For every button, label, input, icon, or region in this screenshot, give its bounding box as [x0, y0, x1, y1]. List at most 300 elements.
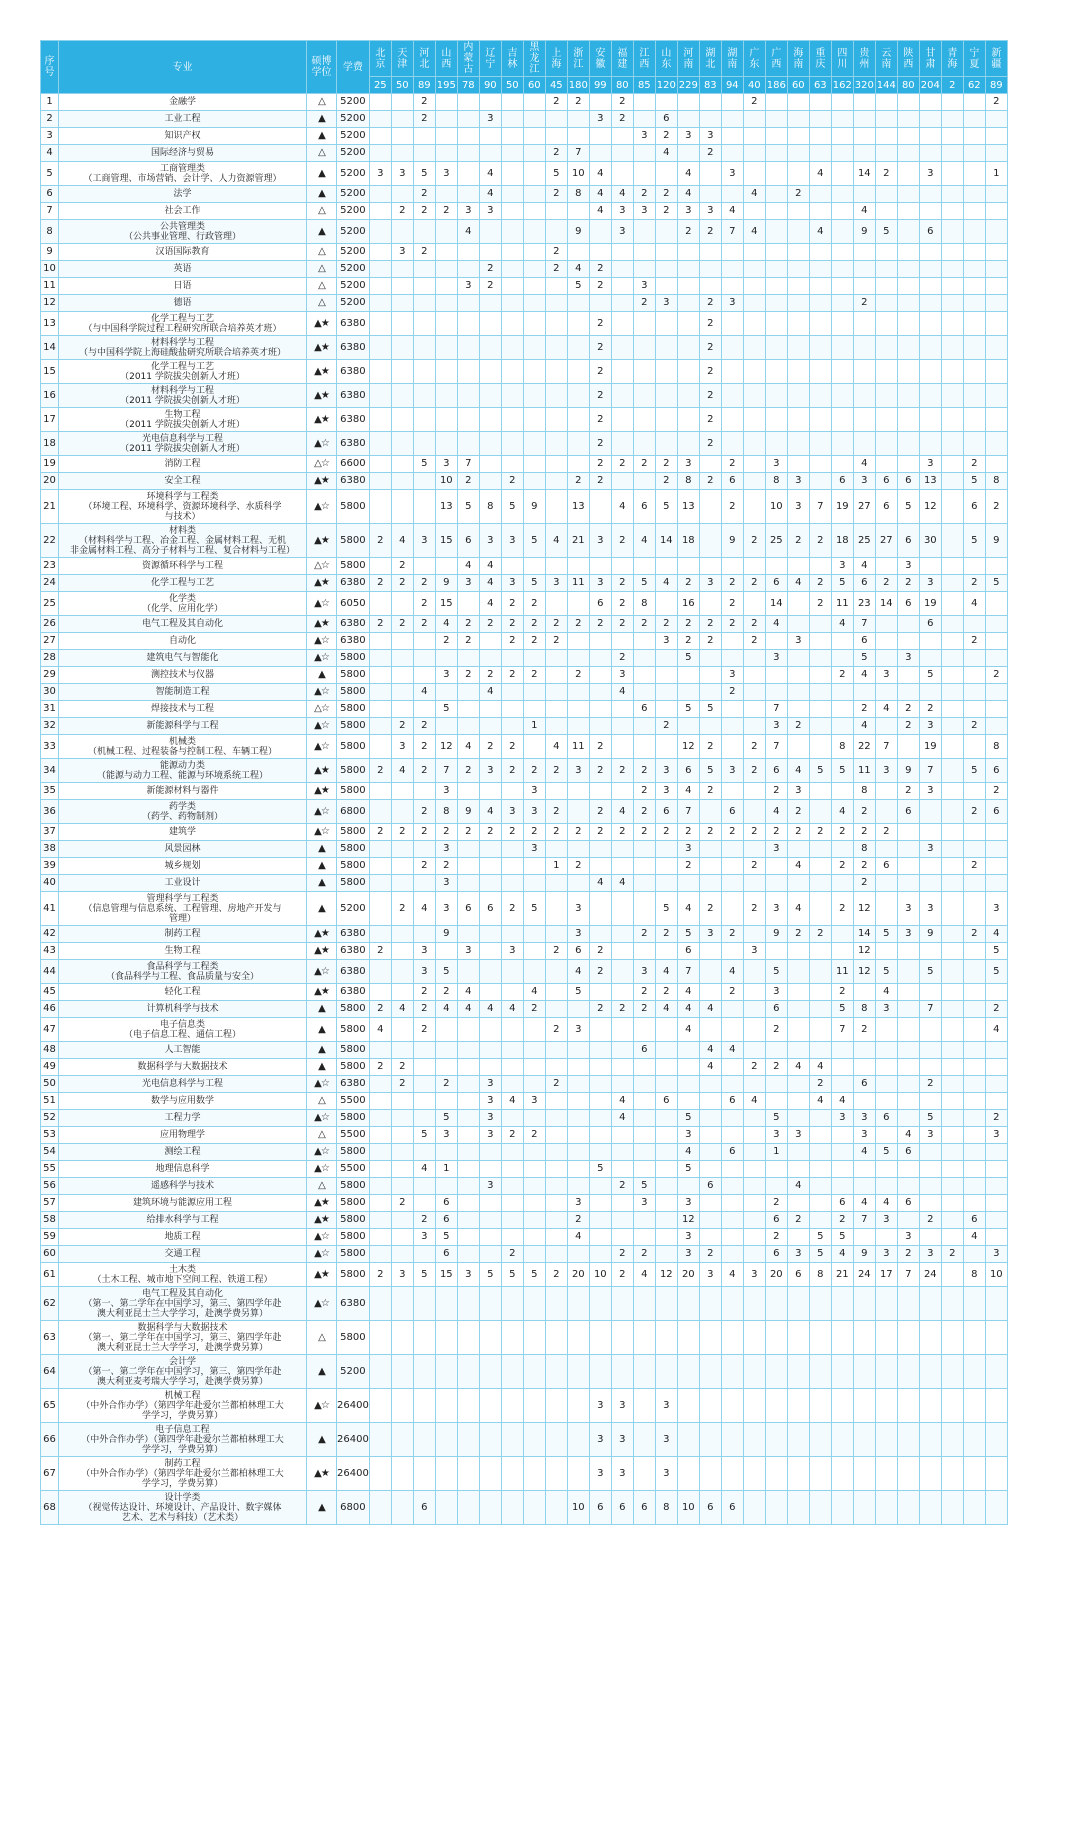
cell-quota — [523, 1423, 545, 1457]
cell-quota: 3 — [721, 162, 743, 186]
cell-quota: 2 — [435, 984, 457, 1001]
cell-quota: 2 — [699, 892, 721, 926]
cell-quota: 5 — [677, 650, 699, 667]
cell-quota — [611, 278, 633, 295]
cell-quota — [369, 111, 391, 128]
cell-quota: 13 — [435, 490, 457, 524]
cell-degree: ▲★ — [307, 524, 337, 558]
major-line: （药学、药物制剂） — [141, 811, 223, 822]
cell-quota: 5 — [413, 456, 435, 473]
cell-quota: 3 — [545, 575, 567, 592]
cell-quota — [831, 220, 853, 244]
cell-quota — [501, 261, 523, 278]
cell-quota: 3 — [787, 633, 809, 650]
cell-major — [59, 490, 307, 524]
cell-quota — [567, 841, 589, 858]
cell-quota — [985, 384, 1007, 408]
cell-quota — [963, 432, 985, 456]
cell-quota: 2 — [589, 616, 611, 633]
cell-quota: 2 — [765, 1018, 787, 1042]
cell-quota — [523, 473, 545, 490]
cell-quota — [391, 1423, 413, 1457]
header-province-name — [765, 41, 787, 77]
cell-quota — [413, 432, 435, 456]
cell-fee: 5800 — [337, 701, 370, 718]
cell-quota: 3 — [787, 1246, 809, 1263]
cell-quota — [545, 490, 567, 524]
header-province-quota: 80 — [611, 77, 633, 94]
cell-quota — [831, 162, 853, 186]
cell-fee: 6380 — [337, 312, 370, 336]
cell-quota — [369, 1195, 391, 1212]
cell-quota: 19 — [831, 490, 853, 524]
cell-quota: 2 — [743, 735, 765, 759]
cell-quota — [479, 384, 501, 408]
cell-quota — [941, 592, 963, 616]
cell-quota — [963, 960, 985, 984]
cell-quota — [919, 984, 941, 1001]
cell-quota — [941, 943, 963, 960]
cell-quota — [831, 94, 853, 111]
cell-quota — [787, 1076, 809, 1093]
cell-quota — [941, 1059, 963, 1076]
cell-quota — [457, 701, 479, 718]
cell-quota: 3 — [589, 1389, 611, 1423]
major-line: 非金属材料工程、高分子材料与工程、复合材料与工程） — [69, 545, 295, 556]
cell-fee: 6380 — [337, 984, 370, 1001]
cell-quota — [677, 1321, 699, 1355]
cell-quota — [589, 1321, 611, 1355]
table-row — [41, 1161, 1008, 1178]
cell-quota: 3 — [765, 718, 787, 735]
cell-quota — [809, 558, 831, 575]
cell-seq: 7 — [41, 203, 59, 220]
cell-quota — [523, 384, 545, 408]
cell-quota: 4 — [809, 162, 831, 186]
cell-quota — [369, 261, 391, 278]
cell-quota: 4 — [523, 984, 545, 1001]
cell-quota — [809, 94, 831, 111]
cell-quota — [985, 244, 1007, 261]
cell-quota — [545, 701, 567, 718]
cell-quota: 3 — [787, 1127, 809, 1144]
cell-degree: ▲ — [307, 186, 337, 203]
cell-quota: 13 — [567, 490, 589, 524]
cell-quota — [699, 841, 721, 858]
cell-quota — [633, 735, 655, 759]
cell-quota — [721, 1423, 743, 1457]
cell-quota — [831, 1127, 853, 1144]
cell-quota — [743, 278, 765, 295]
cell-quota: 4 — [369, 1018, 391, 1042]
cell-fee: 5800 — [337, 684, 370, 701]
cell-quota — [655, 261, 677, 278]
cell-quota — [523, 701, 545, 718]
cell-quota — [919, 408, 941, 432]
cell-quota — [457, 1212, 479, 1229]
cell-quota — [941, 800, 963, 824]
cell-quota — [765, 1287, 787, 1321]
cell-quota — [963, 824, 985, 841]
cell-fee: 5800 — [337, 1263, 370, 1287]
cell-quota — [479, 960, 501, 984]
cell-quota: 2 — [853, 701, 875, 718]
cell-quota — [435, 718, 457, 735]
cell-quota — [963, 1457, 985, 1491]
major-line: 测控技术与仪器 — [150, 670, 214, 680]
cell-quota: 6 — [875, 473, 897, 490]
cell-quota — [809, 684, 831, 701]
cell-quota — [567, 244, 589, 261]
cell-quota: 3 — [567, 926, 589, 943]
cell-quota: 2 — [897, 1246, 919, 1263]
cell-quota: 2 — [721, 575, 743, 592]
cell-quota — [457, 1355, 479, 1389]
cell-quota — [743, 490, 765, 524]
cell-quota — [897, 875, 919, 892]
cell-quota — [413, 408, 435, 432]
cell-quota — [391, 473, 413, 490]
cell-seq: 58 — [41, 1212, 59, 1229]
cell-seq: 24 — [41, 575, 59, 592]
cell-quota — [633, 261, 655, 278]
cell-quota: 6 — [435, 1212, 457, 1229]
cell-quota: 3 — [677, 1246, 699, 1263]
cell-quota: 6 — [677, 759, 699, 783]
cell-quota — [457, 1389, 479, 1423]
cell-quota — [985, 295, 1007, 312]
cell-seq: 23 — [41, 558, 59, 575]
cell-quota — [567, 1389, 589, 1423]
cell-quota — [523, 203, 545, 220]
cell-quota: 8 — [809, 1263, 831, 1287]
cell-degree: △ — [307, 1178, 337, 1195]
cell-quota — [787, 1355, 809, 1389]
table-row — [41, 384, 1008, 408]
cell-quota — [655, 312, 677, 336]
cell-quota: 6 — [457, 892, 479, 926]
cell-quota: 4 — [875, 1195, 897, 1212]
cell-quota — [919, 94, 941, 111]
cell-quota: 8 — [567, 186, 589, 203]
cell-quota — [435, 111, 457, 128]
cell-quota: 2 — [589, 360, 611, 384]
header-province-quota: 85 — [633, 77, 655, 94]
cell-quota: 2 — [919, 701, 941, 718]
cell-quota: 2 — [611, 616, 633, 633]
cell-quota — [721, 1355, 743, 1389]
cell-quota: 2 — [479, 667, 501, 684]
province-name-text: 河北 — [419, 47, 430, 70]
cell-quota: 6 — [765, 1001, 787, 1018]
cell-quota — [413, 1059, 435, 1076]
cell-seq: 11 — [41, 278, 59, 295]
cell-quota: 4 — [589, 186, 611, 203]
cell-quota: 2 — [743, 94, 765, 111]
cell-quota: 2 — [743, 575, 765, 592]
cell-quota — [787, 384, 809, 408]
cell-quota — [611, 1321, 633, 1355]
cell-seq: 13 — [41, 312, 59, 336]
cell-quota — [699, 1212, 721, 1229]
cell-degree: ▲☆ — [307, 718, 337, 735]
cell-quota: 2 — [633, 456, 655, 473]
cell-quota — [611, 1287, 633, 1321]
cell-quota — [655, 1042, 677, 1059]
cell-quota — [985, 616, 1007, 633]
cell-quota — [391, 1212, 413, 1229]
cell-quota — [545, 360, 567, 384]
cell-fee: 6800 — [337, 800, 370, 824]
cell-fee: 6380 — [337, 926, 370, 943]
cell-quota: 3 — [501, 575, 523, 592]
cell-quota — [787, 684, 809, 701]
cell-quota: 2 — [633, 295, 655, 312]
header-province-name — [787, 41, 809, 77]
cell-fee: 5500 — [337, 1127, 370, 1144]
cell-quota — [633, 1110, 655, 1127]
cell-quota — [831, 718, 853, 735]
cell-quota — [721, 1321, 743, 1355]
cell-quota: 8 — [985, 735, 1007, 759]
major-line: 城乡规划 — [164, 861, 201, 871]
cell-quota — [655, 1195, 677, 1212]
cell-quota: 4 — [479, 592, 501, 616]
cell-fee: 6380 — [337, 943, 370, 960]
cell-major — [59, 1287, 307, 1321]
cell-major — [59, 384, 307, 408]
cell-quota — [391, 408, 413, 432]
cell-quota — [875, 1229, 897, 1246]
cell-quota: 6 — [897, 800, 919, 824]
cell-quota — [963, 1178, 985, 1195]
cell-quota — [567, 203, 589, 220]
cell-quota — [809, 783, 831, 800]
cell-quota — [875, 312, 897, 336]
table-row — [41, 1127, 1008, 1144]
cell-degree: △☆ — [307, 558, 337, 575]
cell-quota — [897, 984, 919, 1001]
cell-quota: 4 — [853, 558, 875, 575]
major-line: 化学工程与工艺 — [150, 313, 214, 324]
cell-quota — [809, 650, 831, 667]
cell-quota — [875, 203, 897, 220]
cell-quota: 3 — [413, 960, 435, 984]
cell-quota: 2 — [501, 616, 523, 633]
cell-fee: 5800 — [337, 1246, 370, 1263]
major-line: （中外合作办学）（第四学年赴爱尔兰都柏林理工大 — [81, 1400, 284, 1411]
cell-quota — [787, 650, 809, 667]
cell-quota: 2 — [655, 186, 677, 203]
cell-quota — [699, 667, 721, 684]
cell-quota — [809, 1287, 831, 1321]
cell-quota: 3 — [765, 984, 787, 1001]
cell-quota — [589, 128, 611, 145]
cell-quota — [743, 1076, 765, 1093]
cell-quota — [545, 1178, 567, 1195]
cell-quota — [589, 984, 611, 1001]
cell-quota: 2 — [523, 667, 545, 684]
cell-quota — [391, 684, 413, 701]
major-line: 环境科学与工程类 — [146, 491, 219, 502]
cell-major — [59, 1212, 307, 1229]
cell-quota: 2 — [501, 667, 523, 684]
major-line: 新能源科学与工程 — [146, 721, 219, 731]
cell-quota — [369, 1246, 391, 1263]
cell-quota: 2 — [545, 943, 567, 960]
cell-quota: 2 — [699, 473, 721, 490]
cell-quota: 3 — [479, 1127, 501, 1144]
cell-quota — [985, 312, 1007, 336]
cell-degree: ▲☆ — [307, 490, 337, 524]
header-province-name — [501, 41, 523, 77]
cell-seq: 41 — [41, 892, 59, 926]
cell-quota — [985, 432, 1007, 456]
cell-quota — [413, 1457, 435, 1491]
cell-quota — [611, 244, 633, 261]
cell-degree: ▲★ — [307, 1212, 337, 1229]
cell-quota: 5 — [567, 278, 589, 295]
cell-quota — [457, 1229, 479, 1246]
cell-quota — [809, 1457, 831, 1491]
cell-quota — [721, 1457, 743, 1491]
cell-quota: 4 — [853, 718, 875, 735]
cell-quota — [369, 841, 391, 858]
cell-quota: 3 — [655, 633, 677, 650]
cell-major — [59, 841, 307, 858]
cell-degree: ▲ — [307, 667, 337, 684]
cell-quota: 19 — [919, 592, 941, 616]
cell-major — [59, 220, 307, 244]
cell-quota — [655, 336, 677, 360]
cell-quota — [435, 261, 457, 278]
cell-quota: 3 — [765, 841, 787, 858]
cell-quota — [545, 312, 567, 336]
cell-quota — [831, 1389, 853, 1423]
cell-quota — [369, 1178, 391, 1195]
cell-quota — [501, 701, 523, 718]
cell-quota — [875, 432, 897, 456]
cell-quota — [875, 111, 897, 128]
cell-quota — [523, 128, 545, 145]
cell-quota: 2 — [721, 824, 743, 841]
cell-quota — [831, 336, 853, 360]
cell-quota — [919, 650, 941, 667]
major-line: 数学与应用数学 — [150, 1096, 214, 1106]
cell-quota: 8 — [633, 592, 655, 616]
cell-quota: 2 — [743, 524, 765, 558]
cell-quota — [413, 1389, 435, 1423]
cell-quota — [567, 1246, 589, 1263]
cell-quota — [743, 1161, 765, 1178]
cell-quota: 2 — [765, 824, 787, 841]
cell-quota: 2 — [589, 473, 611, 490]
cell-quota — [369, 1491, 391, 1525]
cell-degree: △☆ — [307, 456, 337, 473]
cell-quota — [677, 261, 699, 278]
cell-quota — [457, 858, 479, 875]
cell-quota: 5 — [435, 1110, 457, 1127]
cell-quota — [919, 875, 941, 892]
cell-quota — [699, 244, 721, 261]
cell-quota: 2 — [413, 735, 435, 759]
cell-quota — [677, 718, 699, 735]
cell-quota — [457, 432, 479, 456]
cell-quota — [875, 94, 897, 111]
cell-fee: 5200 — [337, 162, 370, 186]
cell-quota — [721, 432, 743, 456]
cell-quota — [941, 1389, 963, 1423]
cell-quota: 2 — [545, 759, 567, 783]
cell-quota — [457, 360, 479, 384]
cell-quota — [941, 1491, 963, 1525]
cell-quota — [765, 1321, 787, 1355]
cell-quota — [479, 858, 501, 875]
cell-quota — [655, 360, 677, 384]
cell-quota — [721, 1229, 743, 1246]
cell-quota — [809, 800, 831, 824]
cell-quota — [655, 1246, 677, 1263]
major-line: 化学类 — [168, 593, 196, 604]
cell-quota — [501, 1212, 523, 1229]
cell-quota: 2 — [633, 824, 655, 841]
cell-seq: 56 — [41, 1178, 59, 1195]
cell-quota — [369, 592, 391, 616]
table-row — [41, 943, 1008, 960]
province-name-text: 山西 — [441, 47, 452, 70]
cell-degree: ▲☆ — [307, 735, 337, 759]
cell-quota — [369, 735, 391, 759]
cell-quota — [655, 1127, 677, 1144]
cell-quota: 2 — [721, 926, 743, 943]
cell-quota: 6 — [567, 943, 589, 960]
cell-quota: 6 — [655, 800, 677, 824]
cell-quota — [545, 558, 567, 575]
cell-major — [59, 111, 307, 128]
cell-quota — [875, 360, 897, 384]
cell-quota: 5 — [545, 162, 567, 186]
cell-seq: 60 — [41, 1246, 59, 1263]
cell-quota — [589, 650, 611, 667]
cell-quota — [897, 94, 919, 111]
cell-quota — [941, 858, 963, 875]
cell-quota — [501, 336, 523, 360]
major-line: （与中国科学院过程工程研究所联合培养英才班） — [83, 323, 282, 334]
cell-quota — [721, 261, 743, 278]
header-province-name — [589, 41, 611, 77]
cell-fee: 5200 — [337, 295, 370, 312]
cell-quota — [435, 1144, 457, 1161]
major-line: 能源动力类 — [159, 760, 205, 771]
cell-degree: ▲ — [307, 162, 337, 186]
cell-quota — [963, 1355, 985, 1389]
cell-quota — [545, 1389, 567, 1423]
cell-quota: 14 — [875, 592, 897, 616]
cell-quota: 12 — [919, 490, 941, 524]
cell-quota: 2 — [413, 1001, 435, 1018]
cell-quota — [545, 984, 567, 1001]
cell-quota: 2 — [677, 824, 699, 841]
cell-quota: 4 — [611, 490, 633, 524]
cell-quota — [963, 295, 985, 312]
cell-quota — [897, 1457, 919, 1491]
cell-quota: 3 — [985, 1246, 1007, 1263]
cell-quota: 9 — [853, 220, 875, 244]
cell-quota — [479, 650, 501, 667]
cell-quota — [743, 1195, 765, 1212]
cell-quota — [457, 1042, 479, 1059]
cell-quota: 4 — [831, 800, 853, 824]
